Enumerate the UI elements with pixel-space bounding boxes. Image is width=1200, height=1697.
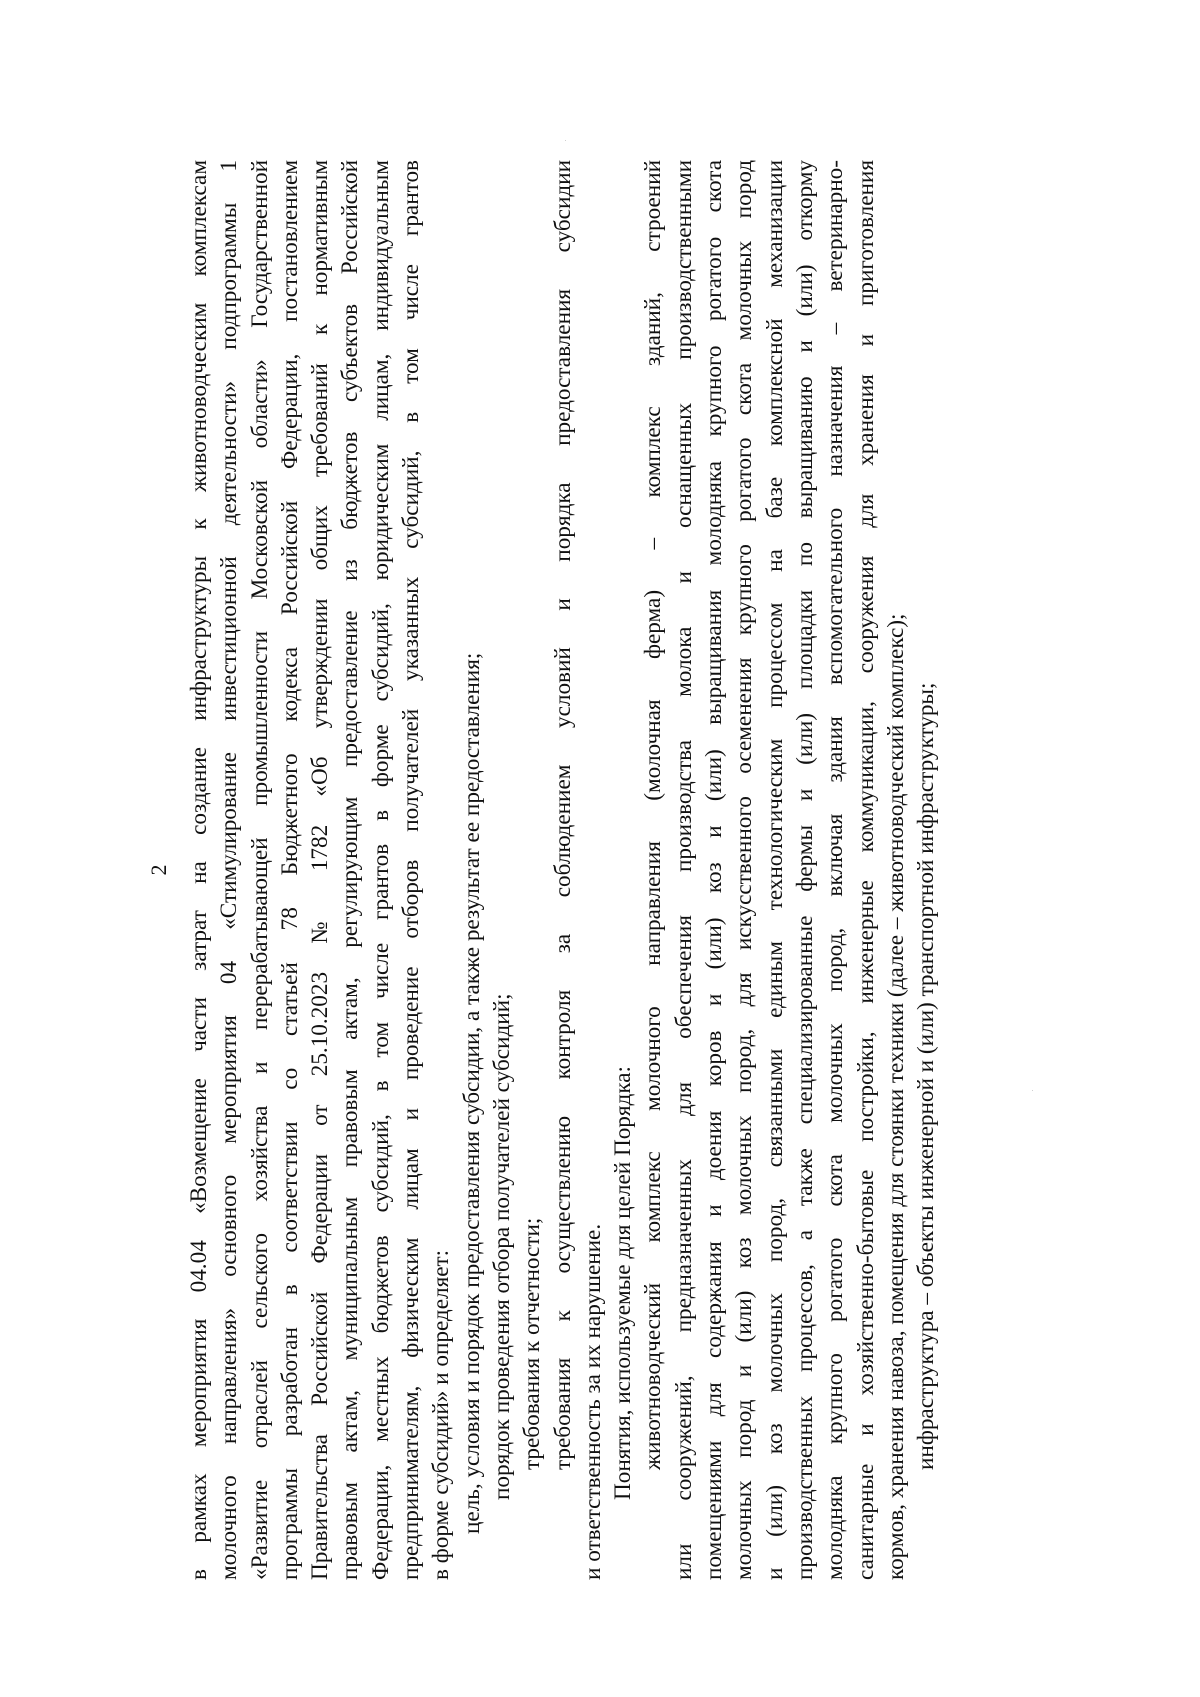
text-line: правовым актам, муниципальным правовым актам, регулирующим предоставление из бюджетов субъектов Российской (337, 160, 364, 1580)
text-line: животноводческий комплекс молочного направления (молочная ферма) – комплекс зданий, строений (640, 160, 667, 1470)
text-line: молочного направления» основного мероприятия 04 «Стимулирование инвестиционной деятельности» подпрограммы 1 (216, 160, 243, 1580)
text-line: санитарные и хозяйственно-бытовые постройки, инженерные коммуникации, сооружения для хранения и приготовления (852, 160, 879, 1580)
rotated-text-block (146, 160, 1014, 1580)
text-line: и ответственность за их нарушение. (579, 1223, 606, 1580)
text-line: требования к осуществлению контроля за соблюдением условий и порядка предоставления субсидии (549, 160, 576, 1470)
page-number: 2 (146, 864, 171, 876)
text-line: в рамках мероприятия 04.04 «Возмещение части затрат на создание инфраструктуры к животноводческим комплексам (186, 160, 212, 1580)
text-line: «Развитие отраслей сельского хозяйства и перерабатывающей промышленности Московской области» Государственной (246, 160, 273, 1580)
text-line: Федерации, местных бюджетов субсидий, в том числе грантов в форме субсидий, юридическим лицам, индивидуальным (367, 160, 394, 1580)
text-line: в форме субсидий» и определяет: (428, 1249, 455, 1580)
text-line: производственных процессов, а также специализированные фермы и (или) площадки по выращиванию и (или) откорму (791, 160, 818, 1580)
text-line: и (или) коз молочных пород, связанными единым технологическим процессом на базе комплексной механизации (761, 160, 788, 1580)
text-line: молочных пород и (или) коз молочных пород, для искусственного осеменения крупного рогатого скота молочных пород (731, 160, 758, 1580)
text-line: молодняка крупного рогатого скота молочных пород, включая здания вспомогательного назначения – ветеринарно- (822, 160, 849, 1580)
list-item: порядок проведения отбора получателей субсидий; (488, 993, 515, 1500)
concepts-heading: Понятия, используемые для целей Порядка: (610, 1066, 637, 1500)
text-line: Правительства Российской Федерации от 25.10.2023 № 1782 «Об утверждении общих требований к нормативным (307, 160, 334, 1580)
scan-speck (565, 140, 566, 141)
text-line: программы разработан в соответствии со статьей 78 Бюджетного кодекса Российской Федерации, постановлением (276, 160, 303, 1580)
text-line: помещениями для содержания и доения коров и (или) коз и (или) выращивания молодняка крупного рогатого скота (701, 160, 728, 1580)
text-line: кормов, хранения навоза, помещения для стоянки техники (далее – животноводческий комплекс); (882, 613, 909, 1580)
definition-infrastructure: инфраструктура – объекты инженерной и (или) транспортной инфраструктуры; (913, 682, 940, 1470)
control-item (548, 160, 609, 1580)
paragraph-intro (184, 160, 457, 1580)
list-items (457, 160, 548, 1580)
text-line: предпринимателям, физическим лицам и проведение отборов получателей указанных субсидий, в том числе грантов (398, 160, 425, 1580)
list-item: цель, условия и порядок предоставления субсидии, а также результат ее предоставления; (458, 652, 485, 1534)
scan-speck (1032, 1090, 1033, 1091)
definition-complex (638, 160, 911, 1580)
list-item: требования к отчетности; (519, 1217, 546, 1470)
text-line: или сооружений, предназначенных для обеспечения производства молока и оснащенных производственными (670, 160, 697, 1580)
